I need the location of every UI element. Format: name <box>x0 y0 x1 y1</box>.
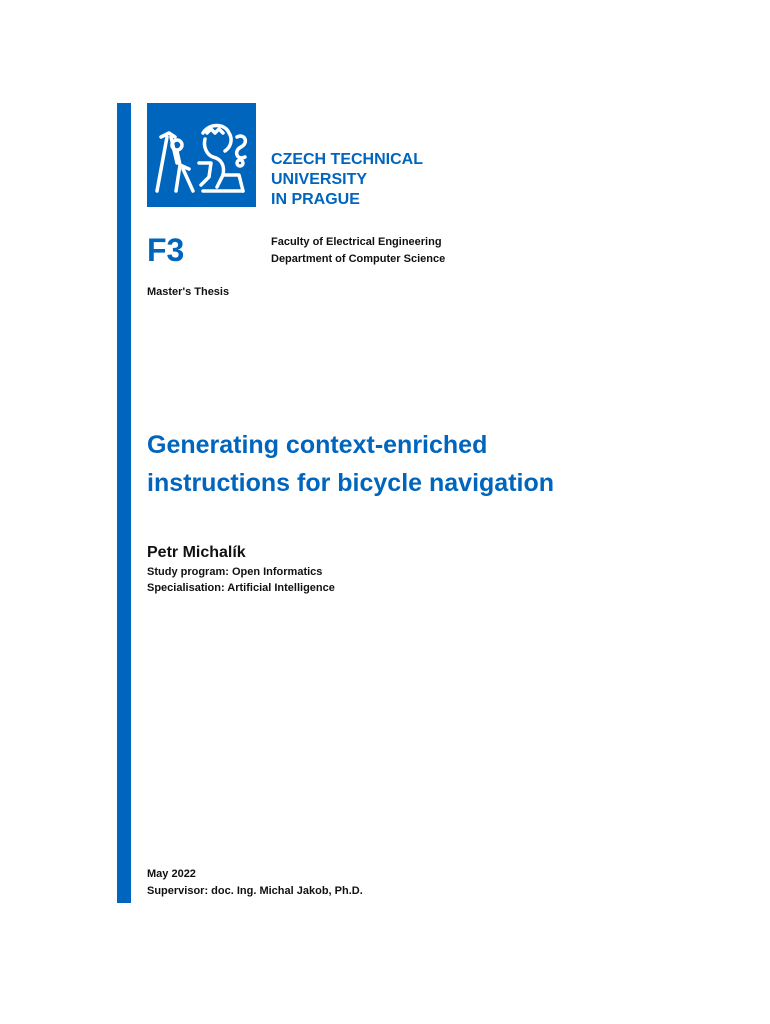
university-name-line: IN PRAGUE <box>271 191 360 208</box>
university-name-line: CZECH TECHNICAL <box>271 151 423 168</box>
submission-date: May 2022 <box>147 868 196 880</box>
thesis-title-line: instructions for bicycle navigation <box>147 469 555 497</box>
faculty-info <box>271 234 445 268</box>
university-logo <box>147 103 256 207</box>
university-name <box>271 150 531 210</box>
study-info <box>147 564 335 596</box>
thesis-title-line: Generating context-enriched <box>147 431 488 459</box>
blue-side-bar <box>117 103 131 903</box>
study-program: Study program: Open Informatics <box>147 566 323 578</box>
university-name-line: UNIVERSITY <box>271 171 368 188</box>
specialisation: Specialisation: Artificial Intelligence <box>147 582 335 594</box>
faculty-code: F3 <box>147 232 185 268</box>
supervisor: Supervisor: doc. Ing. Michal Jakob, Ph.D. <box>147 885 363 897</box>
department-name: Department of Computer Science <box>271 253 446 265</box>
ctu-lion-emblem-icon <box>147 103 256 207</box>
author-name: Petr Michalík <box>147 544 246 561</box>
thesis-type: Master's Thesis <box>147 286 230 298</box>
faculty-name: Faculty of Electrical Engineering <box>271 236 442 248</box>
footer-info <box>147 866 363 900</box>
thesis-title <box>147 426 707 502</box>
